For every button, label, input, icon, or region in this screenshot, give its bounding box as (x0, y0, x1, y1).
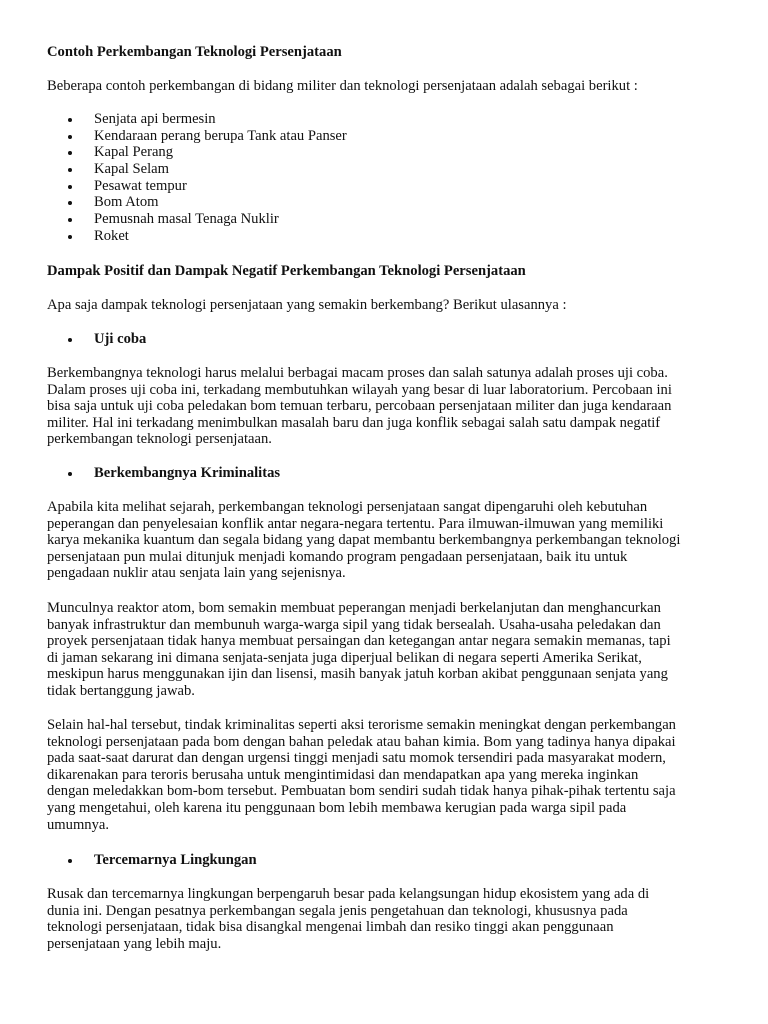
text-line: proyek persenjataan tidak hanya membuat persaingan dan ketegangan antar negara semakin memanas, tapi (47, 633, 671, 650)
text-line: Selain hal-hal tersebut, tindak kriminalitas seperti aksi terorisme semakin meningkat dengan perkembangan (47, 717, 676, 733)
paragraph (47, 717, 717, 833)
text-line: Apabila kita melihat sejarah, perkembangan teknologi persenjataan sangat dipengaruhi oleh kebutuhan (47, 499, 648, 515)
list-item: Roket (47, 228, 347, 245)
paragraph (47, 365, 717, 448)
text-line: Rusak dan tercemarnya lingkungan berpengaruh besar pada kelangsungan hidup ekosistem yang ada di (47, 886, 650, 902)
text-line: tidak bertanggung jawab. (47, 682, 195, 699)
text-line: dengan meledakkan bom-bom tersebut. Pembuatan bom sendiri sudah tidak hanya pihak-pihak tertentu saja (47, 783, 676, 800)
list-item: Bom Atom (47, 194, 347, 211)
section-intro-contoh: Beberapa contoh perkembangan di bidang militer dan teknologi persenjataan adalah sebagai berikut : (47, 78, 638, 94)
text-line: militer. Hal ini terkadang menimbulkan masalah baru dan juga konflik sebagai salah satu dampak negatif (47, 414, 661, 431)
text-line: teknologi persenjataan, tidak bisa disangkal mengenai limbah dan resiko tinggi akan penggunaan (47, 919, 614, 936)
text-line: meskipun harus menggunakan ijin dan lisensi, masih banyak jatuh korban akibat penggunaan senjata yang (47, 666, 668, 683)
text-line: pada saat-saat darurat dan dengan urgensi tinggi menjadi satu momok tersendiri pada masyarakat modern, (47, 750, 666, 767)
list-item: Kapal Perang (47, 144, 347, 161)
text-line: Dalam proses uji coba ini, terkadang membutuhkan wilayah yang besar di luar laboratorium. Percobaan ini (47, 381, 672, 398)
text-line: dikarenakan para teroris berusaha untuk mengintimidasi dan mendapatkan apa yang mereka inginkan (47, 766, 639, 783)
paragraph (47, 600, 717, 700)
text-line: karya mekanika kuantum dan segala bidang yang dapat membantu berkembangnya perkembangan teknologi (47, 532, 681, 549)
text-line: Berkembangnya teknologi harus melalui berbagai macam proses dan salah satunya adalah proses uji coba. (47, 365, 668, 381)
topic-heading-uji-coba: Uji coba (47, 331, 146, 348)
list-item: Senjata api bermesin (47, 111, 347, 128)
topic-heading-kriminalitas: Berkembangnya Kriminalitas (47, 465, 280, 482)
list-item: Pesawat tempur (47, 178, 347, 195)
text-line: persenjataan pun mulai ditunjuk menjadi komando program pengadaan persenjataan, baik itu untuk (47, 548, 628, 565)
paragraph (47, 499, 717, 582)
section-heading-dampak: Dampak Positif dan Dampak Negatif Perkembangan Teknologi Persenjataan (47, 263, 526, 279)
text-line: persenjataan yang lebih maju. (47, 935, 222, 952)
text-line: banyak infrastruktur dan membunuh warga-warga sipil yang tidak bersealah. Usaha-usaha peledakan dan (47, 616, 661, 633)
text-line: perkembangan teknologi persenjataan. (47, 431, 272, 448)
list-item: Kendaraan perang berupa Tank atau Panser (47, 128, 347, 145)
text-line: dunia ini. Dengan pesatnya perkembangan segala jenis pengetahuan dan teknologi, khususnya pada (47, 902, 628, 919)
text-line: umumnya. (47, 816, 110, 833)
topic-heading-lingkungan: Tercemarnya Lingkungan (47, 852, 257, 869)
weapon-examples-list (47, 111, 347, 245)
text-line: pengadaan nuklir atau senjata lain yang sejenisnya. (47, 565, 346, 582)
text-line: bisa saja untuk uji coba peledakan bom temuan terbaru, percobaan persenjataan militer dan juga kendaraan (47, 398, 672, 415)
text-line: Munculnya reaktor atom, bom semakin membuat peperangan menjadi berkelanjutan dan menghancurkan (47, 600, 661, 616)
text-line: teknologi persenjataan pada bom dengan bahan peledak atau bahan kimia. Bom yang tadinya hanya dipakai (47, 733, 676, 750)
section-intro-dampak: Apa saja dampak teknologi persenjataan yang semakin berkembang? Berikut ulasannya : (47, 297, 567, 313)
text-line: yang mengetahui, oleh karena itu penggunaan bom lebih membawa kerugian pada warga sipil pada (47, 799, 627, 816)
list-item: Kapal Selam (47, 161, 347, 178)
list-item: Pemusnah masal Tenaga Nuklir (47, 211, 347, 228)
paragraph (47, 886, 717, 952)
text-line: peperangan dan penyelesaian konflik antar negara-negara tertentu. Para ilmuwan-ilmuwan yang memiliki (47, 515, 664, 532)
section-heading-contoh: Contoh Perkembangan Teknologi Persenjataan (47, 44, 342, 60)
text-line: di jaman sekarang ini dimana senjata-senjata juga diperjual belikan di negara seperti Amerika Serikat, (47, 649, 642, 666)
